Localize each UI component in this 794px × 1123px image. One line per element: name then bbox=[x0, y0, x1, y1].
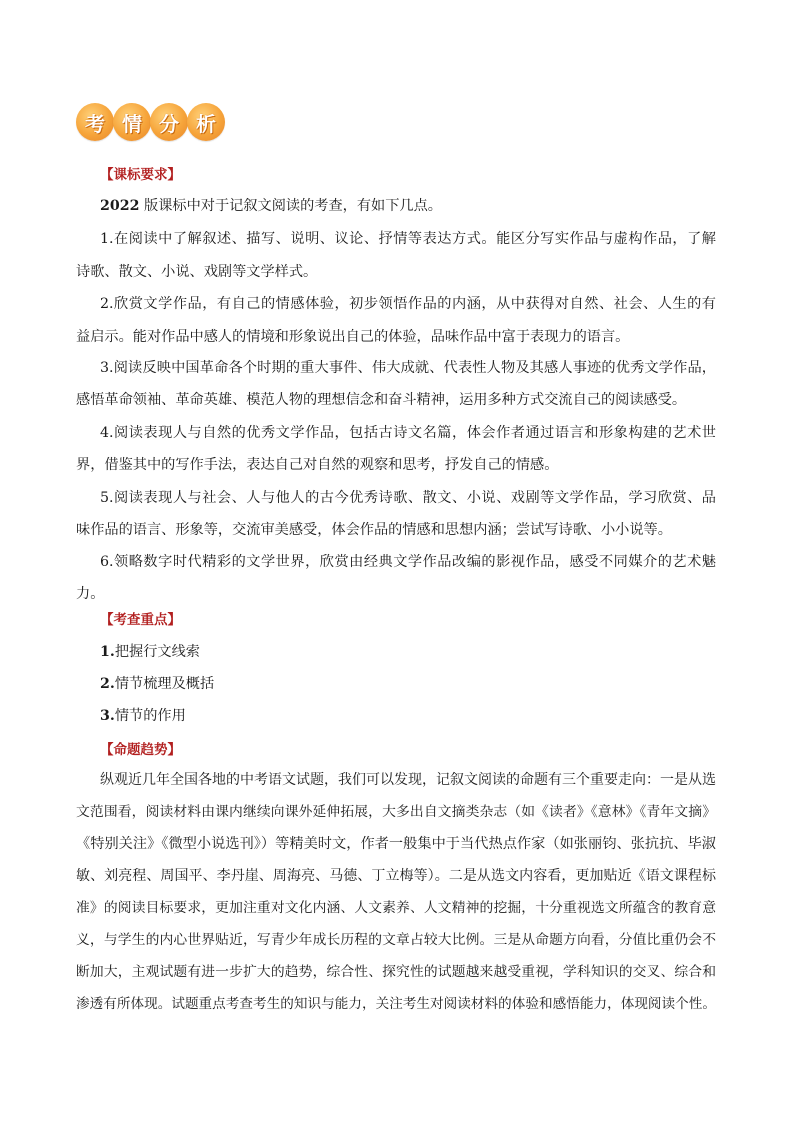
section-banner bbox=[76, 103, 226, 145]
paragraph-line: 益启示。能对作品中感人的情境和形象说出自己的体验，品味作品中富于表现力的语言。 bbox=[76, 329, 630, 345]
paragraph-line: 准》的阅读目标要求，更加注重对文化内涵、人文素养、人文精神的挖掘，十分重视选文所蕴含的教育意 bbox=[76, 900, 716, 916]
paragraph-line: 界，借鉴其中的写作手法，表达自己对自然的观察和思考，抒发自己的情感。 bbox=[76, 457, 559, 473]
banner-circle: 考 bbox=[76, 103, 114, 141]
paragraph-line: 诗歌、散文、小说、戏剧等文学样式。 bbox=[76, 264, 318, 280]
paragraph-line: 渗透有所体现。试题重点考查考生的知识与能力，关注考生对阅读材料的体验和感悟能力，体现阅读个性。 bbox=[76, 996, 716, 1012]
banner-circle: 分 bbox=[150, 103, 188, 141]
paragraph-line: 义，与学生的内心世界贴近，写青少年成长历程的文章占较大比例。三是从命题方向看，分值比重仍会不 bbox=[76, 932, 716, 948]
paragraph-line: 4.阅读表现人与自然的优秀文学作品，包括古诗文名篇，体会作者通过语言和形象构建的艺术世 bbox=[100, 425, 716, 441]
heading-key-points: 【考查重点】 bbox=[100, 612, 181, 628]
paragraph-line: 5.阅读表现人与社会、人与他人的古今优秀诗歌、散文、小说、戏剧等文学作品，学习欣赏、品 bbox=[100, 490, 716, 506]
paragraph-line: 2.欣赏文学作品，有自己的情感体验，初步领悟作品的内涵，从中获得对自然、社会、人生的有 bbox=[100, 296, 716, 312]
list-item: 2.情节梳理及概括 bbox=[100, 676, 215, 692]
banner-circle: 析 bbox=[187, 103, 225, 141]
list-item: 1.把握行文线索 bbox=[100, 644, 200, 660]
banner-circle: 情 bbox=[113, 103, 151, 141]
paragraph-line: 《特别关注》《微型小说选刊》）等精美时文，作者一般集中于当代热点作家（如张丽钧、张抗抗、毕淑 bbox=[76, 836, 716, 852]
paragraph-line: 文范围看，阅读材料由课内继续向课外延伸拓展，大多出自文摘类杂志（如《读者》《意林》《青年文摘》 bbox=[76, 804, 716, 820]
paragraph-line: 敏、刘亮程、周国平、李丹崖、周海亮、马德、丁立梅等）。二是从选文内容看，更加贴近《语文课程标 bbox=[76, 868, 716, 884]
paragraph-line: 1.在阅读中了解叙述、描写、说明、议论、抒情等表达方式。能区分写实作品与虚构作品，了解 bbox=[100, 231, 716, 247]
paragraph-line: 3.阅读反映中国革命各个时期的重大事件、伟大成就、代表性人物及其感人事迹的优秀文学作品， bbox=[100, 360, 716, 376]
paragraph-line: 断加大，主观试题有进一步扩大的趋势，综合性、探究性的试题越来越受重视，学科知识的交叉、综合和 bbox=[76, 964, 716, 980]
paragraph-line: 6.领略数字时代精彩的文学世界，欣赏由经典文学作品改编的影视作品，感受不同媒介的艺术魅 bbox=[100, 554, 716, 570]
paragraph-line: 感悟革命领袖、革命英雄、模范人物的理想信念和奋斗精神，运用多种方式交流自己的阅读感受。 bbox=[76, 392, 687, 408]
paragraph-line: 味作品的语言、形象等，交流审美感受，体会作品的情感和思想内涵；尝试写诗歌、小小说等。 bbox=[76, 522, 672, 538]
heading-curriculum-requirements: 【课标要求】 bbox=[100, 167, 181, 183]
list-item: 3.情节的作用 bbox=[100, 708, 186, 724]
heading-trends: 【命题趋势】 bbox=[100, 742, 181, 758]
paragraph-line: 力。 bbox=[76, 586, 105, 602]
paragraph-line: 纵观近几年全国各地的中考语文试题，我们可以发现，记叙文阅读的命题有三个重要走向：一是从选 bbox=[100, 772, 716, 788]
intro-line: 2022 版课标中对于记叙文阅读的考查，有如下几点。 bbox=[100, 198, 442, 214]
